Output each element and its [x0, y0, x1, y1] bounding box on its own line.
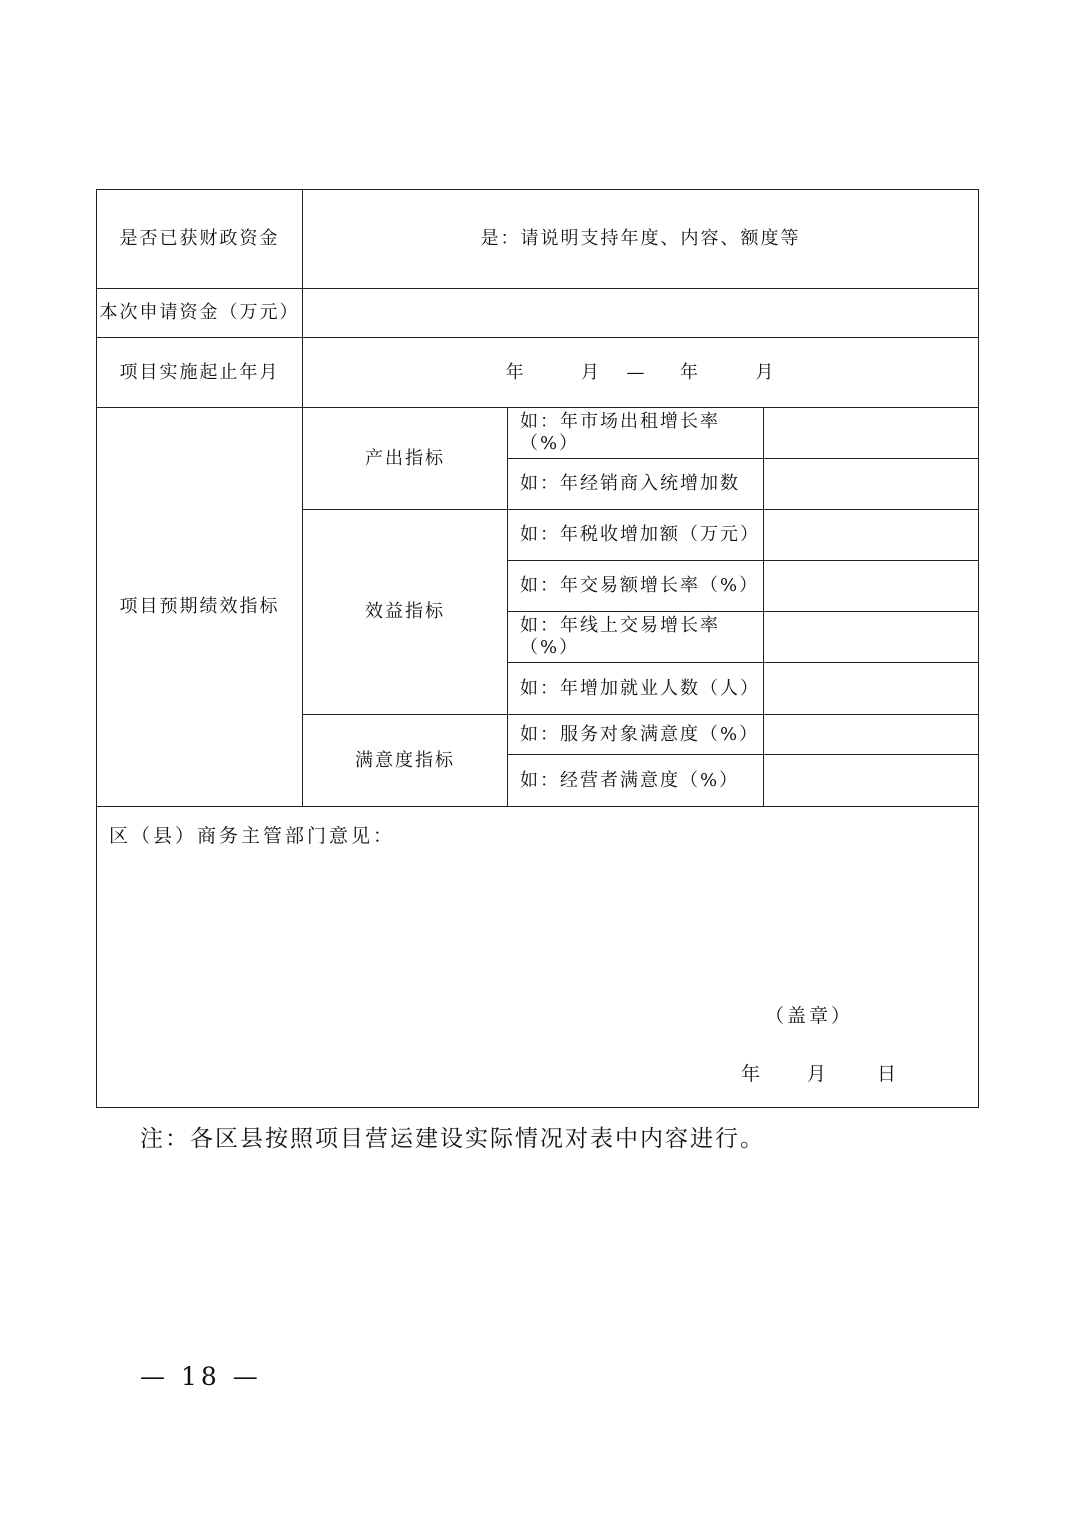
apply-amount-row — [97, 289, 979, 338]
indicator-value-field[interactable] — [764, 755, 979, 807]
indicator-label: 如：年税收增加额（万元） — [508, 510, 764, 561]
opinion-label: 区（县）商务主管部门意见： — [109, 825, 396, 847]
performance-label: 项目预期绩效指标 — [97, 408, 303, 807]
indicator-label: 如：年经销商入统增加数 — [508, 459, 764, 510]
indicator-value-field[interactable] — [764, 663, 979, 715]
page-number: — 18 — — [140, 1362, 262, 1391]
period-month-end: 月 — [755, 361, 776, 383]
application-form-table — [96, 189, 979, 1108]
apply-amount-value[interactable] — [303, 289, 979, 338]
indicator-group-benefit: 效益指标 — [303, 510, 508, 715]
indicator-value-field[interactable] — [764, 561, 979, 612]
date-day-label: 日 — [877, 1063, 899, 1085]
period-year-end: 年 — [679, 361, 700, 383]
fiscal-fund-label: 是否已获财政资金 — [97, 190, 303, 289]
period-year-start: 年 — [505, 361, 526, 383]
indicator-label: 如：服务对象满意度（%） — [508, 715, 764, 755]
indicator-value-field[interactable] — [764, 510, 979, 561]
opinion-cell[interactable] — [97, 807, 979, 1108]
indicator-label: 如：经营者满意度（%） — [508, 755, 764, 807]
period-month-start: 月 — [581, 361, 602, 383]
apply-amount-label: 本次申请资金（万元） — [97, 289, 303, 338]
date-year-label: 年 — [741, 1063, 763, 1085]
indicator-label: 如：年市场出租增长率（%） — [508, 408, 764, 459]
indicator-label: 如：年交易额增长率（%） — [508, 561, 764, 612]
period-row — [97, 338, 979, 408]
period-dash: — — [626, 361, 647, 383]
period-label: 项目实施起止年月 — [97, 338, 303, 408]
indicator-label: 如：年线上交易增长率（%） — [508, 612, 764, 663]
indicator-value-field[interactable] — [764, 612, 979, 663]
footnote: 注：各区县按照项目营运建设实际情况对表中内容进行。 — [140, 1126, 765, 1152]
indicator-label: 如：年增加就业人数（人） — [508, 663, 764, 715]
date-month-label: 月 — [807, 1063, 829, 1085]
indicator-group-satisfaction: 满意度指标 — [303, 715, 508, 807]
fiscal-fund-value[interactable]: 是：请说明支持年度、内容、额度等 — [303, 190, 979, 289]
fiscal-fund-row — [97, 190, 979, 289]
indicator-value-field[interactable] — [764, 459, 979, 510]
indicator-row — [97, 408, 979, 459]
indicator-value-field[interactable] — [764, 715, 979, 755]
period-value[interactable] — [303, 338, 979, 408]
seal-label: （盖章） — [765, 1005, 854, 1027]
opinion-row — [97, 807, 979, 1108]
indicator-value-field[interactable] — [764, 408, 979, 459]
indicator-group-output: 产出指标 — [303, 408, 508, 510]
